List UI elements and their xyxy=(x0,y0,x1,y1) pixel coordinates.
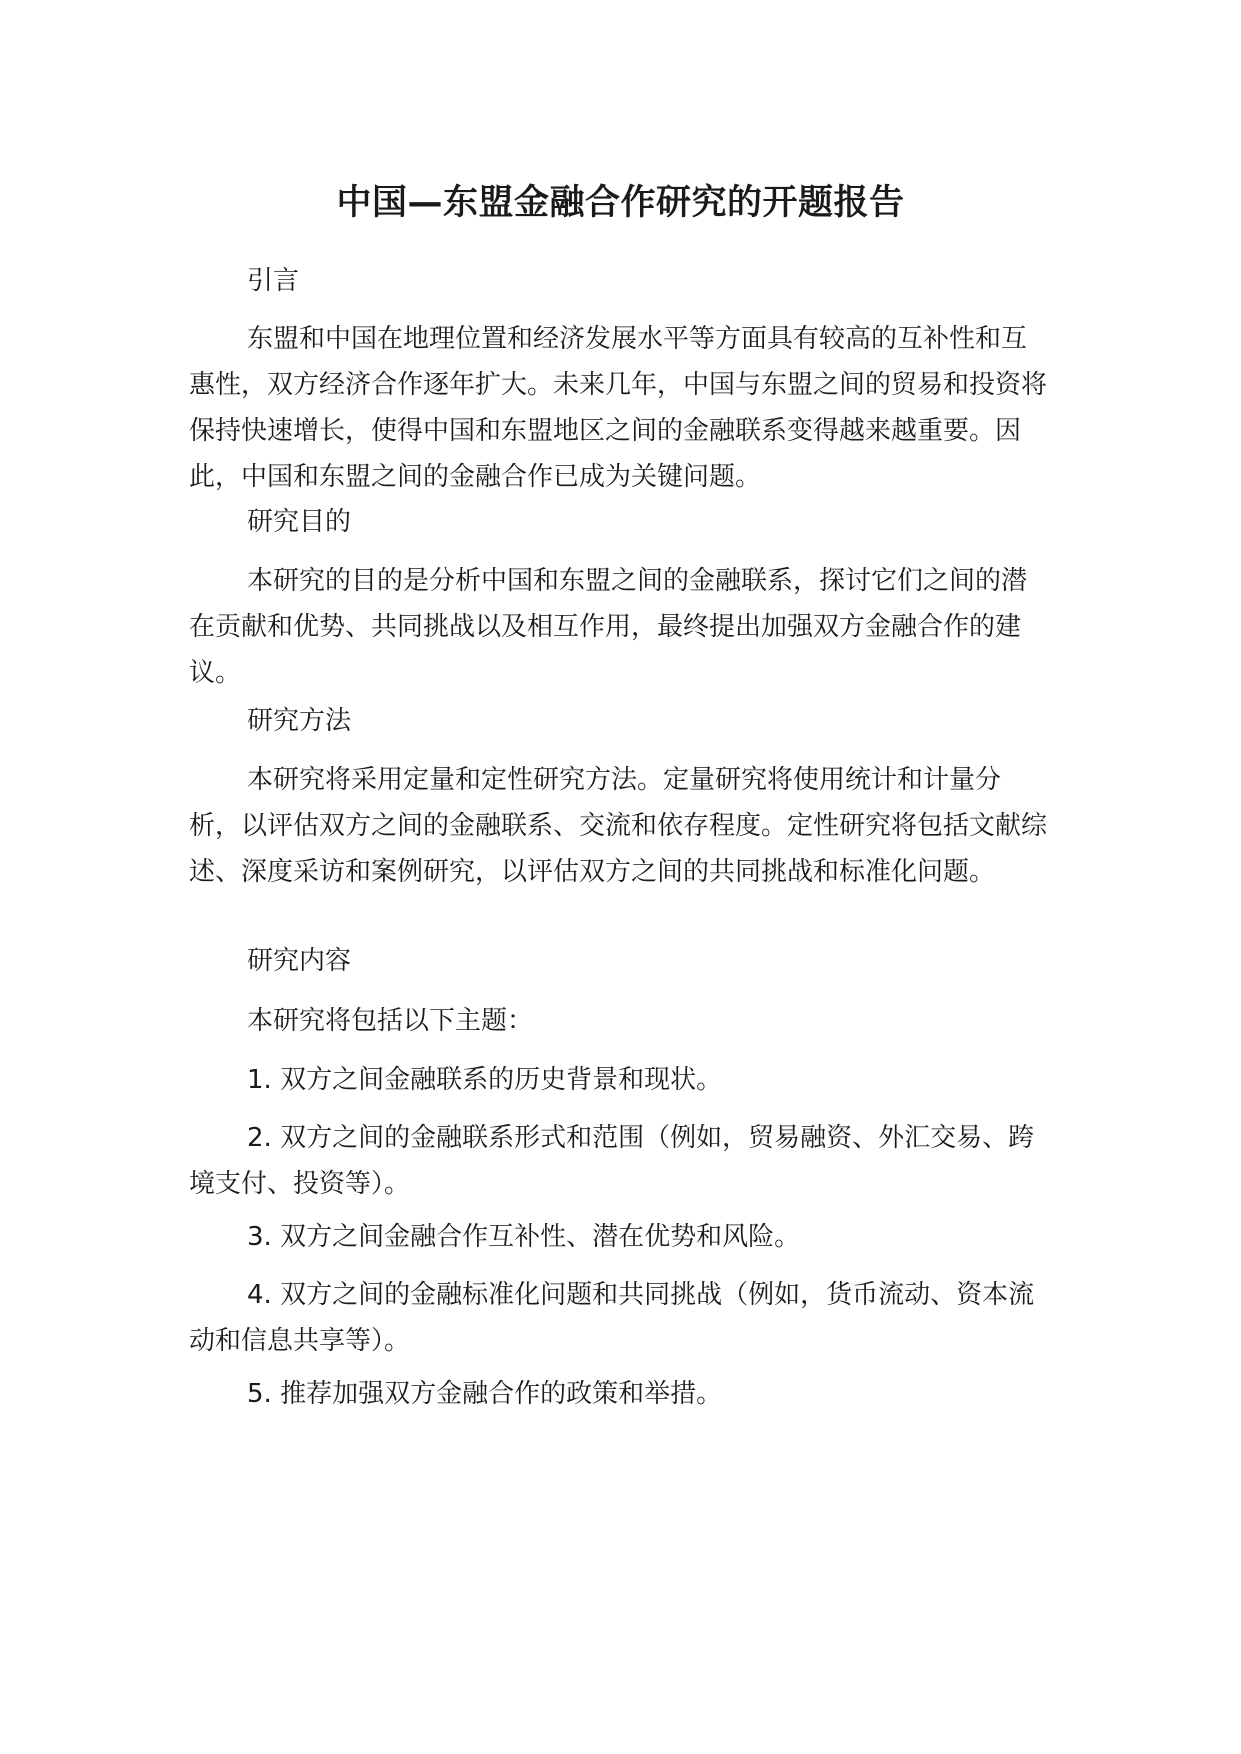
list-item: 3. 双方之间金融合作互补性、潜在优势和风险。 xyxy=(247,1222,801,1252)
paragraph-introduction: 东盟和中国在地理位置和经济发展水平等方面具有较高的互补性和互惠性，双方经济合作逐年扩大。未来几年，中国与东盟之间的贸易和投资将保持快速增长，使得中国和东盟地区之间的金融联系变得越来越重要。因此，中国和东盟之间的金融合作已成为关键问题。 xyxy=(189,324,1048,492)
section-heading-research-method: 研究方法 xyxy=(247,706,352,736)
list-item: 2. 双方之间的金融联系形式和范围（例如，贸易融资、外汇交易、跨境支付、投资等）。 xyxy=(189,1123,1035,1199)
section-heading-research-purpose: 研究目的 xyxy=(247,507,352,537)
paragraph-research-method: 本研究将采用定量和定性研究方法。定量研究将使用统计和计量分析，以评估双方之间的金融联系、交流和依存程度。定性研究将包括文献综述、深度采访和案例研究，以评估双方之间的共同挑战和标准化问题。 xyxy=(189,765,1048,887)
list-item: 1. 双方之间金融联系的历史背景和现状。 xyxy=(247,1065,723,1095)
paragraph-research-content-intro: 本研究将包括以下主题： xyxy=(247,1006,534,1036)
document-title: 中国—东盟金融合作研究的开题报告 xyxy=(336,183,905,223)
list-item: 4. 双方之间的金融标准化问题和共同挑战（例如，货币流动、资本流动和信息共享等）。 xyxy=(189,1280,1035,1356)
list-item: 5. 推荐加强双方金融合作的政策和举措。 xyxy=(247,1379,723,1409)
paragraph-research-purpose: 本研究的目的是分析中国和东盟之间的金融联系，探讨它们之间的潜在贡献和优势、共同挑战以及相互作用，最终提出加强双方金融合作的建议。 xyxy=(189,566,1028,688)
section-heading-introduction: 引言 xyxy=(247,266,300,296)
section-heading-research-content: 研究内容 xyxy=(247,946,352,976)
